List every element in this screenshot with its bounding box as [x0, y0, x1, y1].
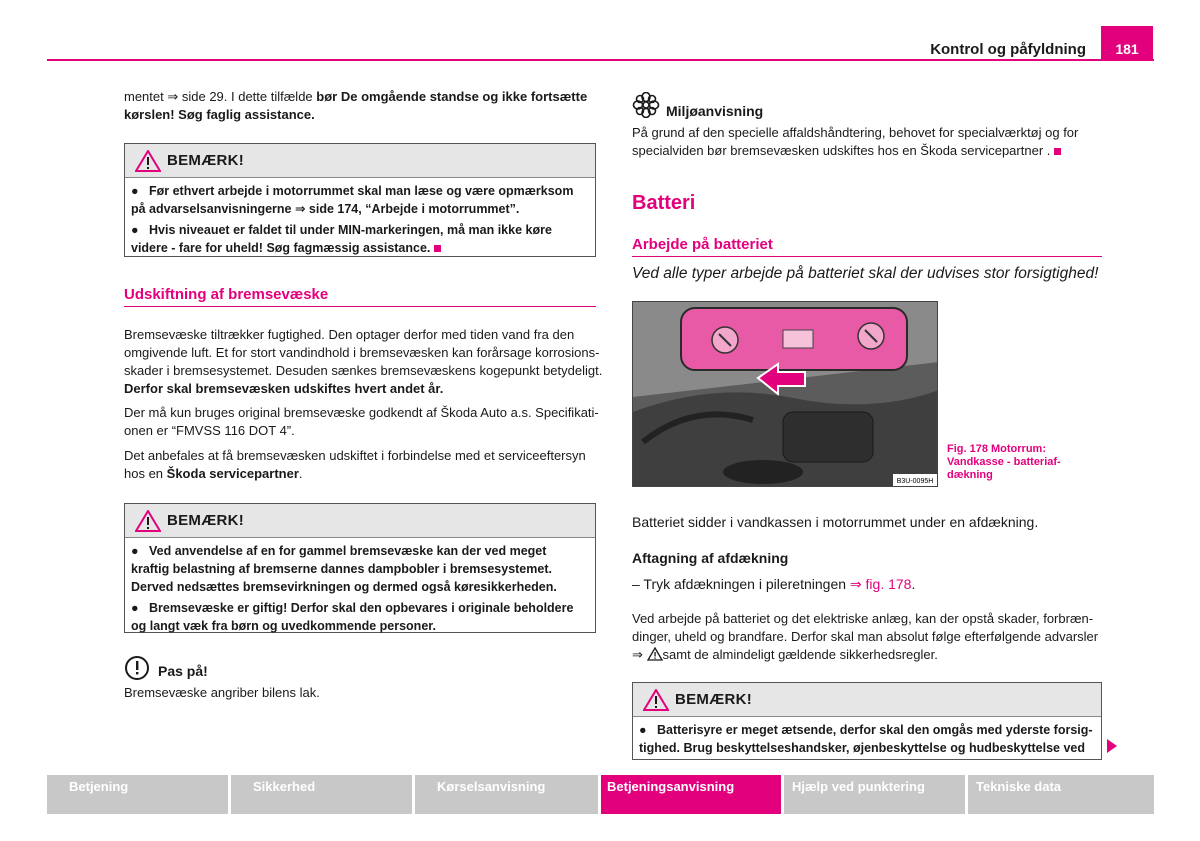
warning-item: ● Før ethvert arbejde i motorrummet skal man læse og være opmærksom på advarselsanvisningerne ⇒ side 174, “Arbejde i motorrummet”. — [131, 182, 589, 218]
warning-box-header — [633, 683, 1101, 717]
para-line: Bremsevæske tiltrækker fugtighed. Den optager derfor med tiden vand fra den — [124, 327, 575, 342]
section-title-brake-fluid: Udskiftning af bremsevæske — [124, 286, 329, 303]
para-line: skader i bremsesystemet. Desuden sænkes bremsevæskens kogepunkt betydeligt. — [124, 363, 603, 378]
para-text: ⇒ — [632, 647, 647, 662]
battery-location-text: Batteriet sidder i vandkassen i motorrummet under en afdækning. — [632, 514, 1039, 530]
intro-paragraph — [124, 88, 604, 124]
intro-bold-text: bør De omgående standse og ikke fortsætte — [316, 89, 588, 104]
warning-text: på advarselsanvisningerne ⇒ side 174, “Arbejde i motorrummet”. — [131, 202, 520, 216]
engine-bay-illustration — [633, 302, 938, 487]
para-bold-line: Derfor skal bremsevæsken udskiftes hvert andet år. — [124, 381, 444, 396]
para-line: specialviden bør bremsevæsken udskiftes hos en Škoda servicepartner . — [632, 143, 1051, 158]
warning-text: videre - fare for uheld! Søg fagmæssig assistance. — [131, 241, 431, 255]
nav-tab-korselsanvisning[interactable]: Kørselsanvisning — [415, 775, 598, 814]
subsection-title: Aftagning af afdækning — [632, 550, 789, 566]
warning-box-body — [633, 717, 1101, 764]
warning-box-body — [125, 178, 595, 264]
nav-tab-betjening[interactable]: Betjening — [47, 775, 228, 814]
brake-fluid-para-3 — [124, 447, 604, 483]
para-line: På grund af den specielle affaldshåndtering, behovet for specialværktøj og for — [632, 125, 1079, 140]
environment-flower-icon — [632, 92, 660, 118]
caution-text: Bremsevæske angriber bilens lak. — [124, 685, 320, 700]
para-line: onen er “FMVSS 116 DOT 4”. — [124, 423, 295, 438]
nav-tab-tekniske-data[interactable]: Tekniske data — [968, 775, 1154, 814]
running-header-title: Kontrol og påfyldning — [930, 41, 1086, 58]
chapter-navigation — [47, 775, 1154, 814]
figure-caption — [947, 443, 1061, 482]
step-item — [632, 576, 915, 593]
caption-line: dækning — [947, 469, 993, 481]
end-square-icon — [1054, 148, 1061, 155]
warning-label: BEMÆRK! — [167, 152, 245, 169]
warning-triangle-icon — [647, 647, 663, 661]
para-text: . — [298, 466, 303, 481]
warning-text: Hvis niveauet er faldet til under MIN-markeringen, må man ikke køre — [149, 223, 552, 237]
warning-box-2 — [124, 503, 596, 633]
warning-text: kraftig belastning af bremserne dannes dampbobler i bremsesystemet. — [131, 562, 552, 576]
warning-text: Batterisyre er meget ætsende, derfor skal den omgås med yderste forsig- — [657, 723, 1093, 737]
warning-box-header — [125, 504, 595, 538]
header-rule — [47, 59, 1154, 61]
para-line: Ved arbejde på batteriet og det elektriske anlæg, kan der opstå skader, forbræn- — [632, 611, 1094, 626]
para-line: Det anbefales at få bremsevæsken udskiftet i forbindelse med et serviceeftersyn — [124, 448, 586, 463]
section-title-battery: Arbejde på batteriet — [632, 236, 773, 253]
nav-tab-hjaelp-ved-punktering[interactable]: Hjælp ved punktering — [784, 775, 965, 814]
intro-bold-text-2: kørslen! Søg faglig assistance. — [124, 107, 315, 122]
nav-tab-betjeningsanvisning[interactable]: Betjeningsanvisning — [601, 775, 781, 814]
warning-text: Ved anvendelse af en for gammel bremsevæske kan der ved meget — [149, 544, 547, 558]
warning-text: Derved nedsættes bremsevirkningen og dermed også køresikkerheden. — [131, 580, 557, 594]
caution-icon — [124, 655, 150, 681]
continue-arrow-icon[interactable] — [1106, 738, 1118, 754]
para-line: omgivende luft. Et for stort vandindhold i bremsevæsken kan forårsage korrosions- — [124, 345, 600, 360]
warning-item: ● Ved anvendelse af en for gammel bremsevæske kan der ved meget kraftig belastning af bremserne dannes dampbobler i bremsesystemet. Derved nedsættes bremsevirkningen og dermed også køresikkerheden. — [131, 542, 589, 596]
warning-text: Bremsevæske er giftig! Derfor skal den opbevares i originale beholdere — [149, 601, 574, 615]
warning-box-body — [125, 538, 595, 642]
warning-label: BEMÆRK! — [675, 691, 753, 708]
caption-line: Fig. 178 Motorrum: — [947, 443, 1047, 455]
warning-box-1 — [124, 143, 596, 257]
para-line: dinger, uheld og brandfare. Derfor skal man absolut følge efterfølgende advarsler — [632, 629, 1099, 644]
para-line: Der må kun bruges original bremsevæske godkendt af Škoda Auto a.s. Specifikati- — [124, 405, 599, 420]
caption-line: Vandkasse - batteriaf- — [947, 456, 1061, 468]
para-bold-text: Škoda servicepartner — [166, 466, 299, 481]
section-rule — [632, 256, 1102, 257]
warning-item: ● Hvis niveauet er faldet til under MIN-markeringen, må man ikke køre videre - fare for uheld! Søg fagmæssig assistance. — [131, 223, 552, 255]
para-text: samt de almindeligt gældende sikkerhedsregler. — [662, 647, 938, 662]
warning-triangle-icon — [135, 510, 161, 532]
brake-fluid-para-1 — [124, 326, 604, 398]
caution-title: Pas på! — [158, 663, 208, 679]
warning-triangle-icon — [135, 150, 161, 172]
end-square-icon — [434, 245, 441, 252]
warning-box-header — [125, 144, 595, 178]
engine-bay-figure — [632, 301, 938, 487]
section-rule — [124, 306, 596, 307]
battery-safety-para — [632, 610, 1132, 664]
page-number: 181 — [1101, 26, 1153, 61]
warning-item: ● Batterisyre er meget ætsende, derfor skal den omgås med yderste forsig- tighed. Brug beskyttelseshandsker, øjenbeskyttelse og hudbeskyttelse ved — [639, 721, 1095, 757]
warning-label: BEMÆRK! — [167, 512, 245, 529]
warning-text: Før ethvert arbejde i motorrummet skal man læse og være opmærksom — [149, 184, 574, 198]
step-text: . — [911, 576, 916, 592]
figure-code: B3U-0095H — [896, 478, 934, 485]
warning-box-3 — [632, 682, 1102, 760]
step-text: – Tryk afdækningen i pileretningen — [632, 576, 850, 592]
warning-item: ● Bremsevæske er giftig! Derfor skal den opbevares i originale beholdere og langt væk fra børn og uvedkommende personer. — [131, 599, 589, 635]
chapter-title: Batteri — [632, 192, 696, 214]
warning-text: og langt væk fra børn og uvedkommende personer. — [131, 619, 436, 633]
nav-tab-sikkerhed[interactable]: Sikkerhed — [231, 775, 412, 814]
environment-text — [632, 124, 1132, 160]
warning-text: tighed. Brug beskyttelseshandsker, øjenbeskyttelse og hudbeskyttelse ved — [639, 741, 1085, 755]
figure-reference-link[interactable]: ⇒ fig. 178 — [849, 576, 912, 592]
warning-triangle-icon — [643, 689, 669, 711]
para-text: hos en — [124, 466, 167, 481]
intro-text: mentet ⇒ side 29. I dette tilfælde — [124, 89, 317, 104]
lead-text: Ved alle typer arbejde på batteriet skal der udvises stor forsigtighed! — [632, 265, 1099, 282]
brake-fluid-para-2 — [124, 404, 604, 440]
environment-title: Miljøanvisning — [666, 103, 764, 119]
